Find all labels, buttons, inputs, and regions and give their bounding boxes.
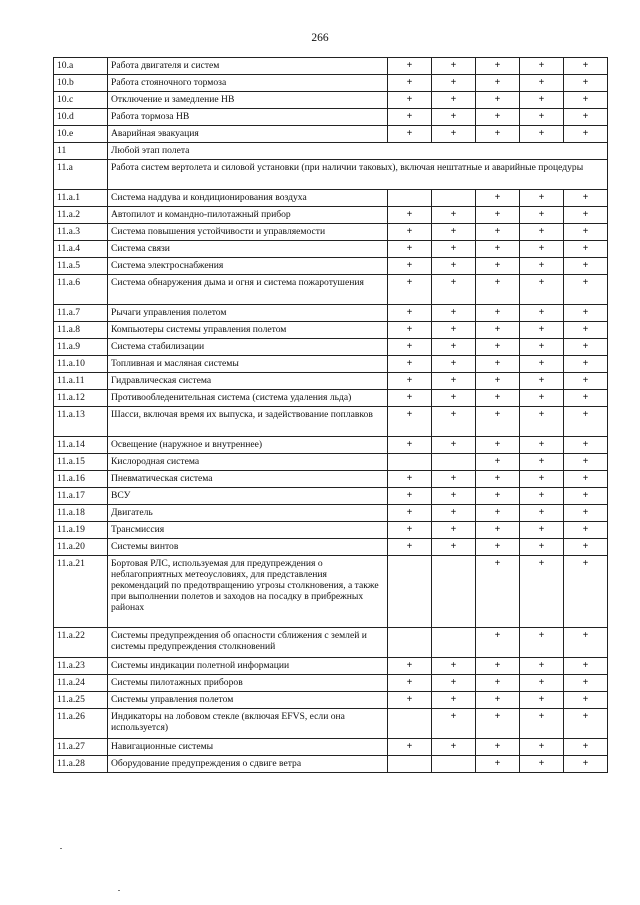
row-mark-col-4: +	[520, 658, 564, 675]
table-row	[54, 756, 608, 773]
table-row	[54, 556, 608, 628]
row-mark-col-1: +	[388, 305, 432, 322]
row-mark-col-1: +	[388, 739, 432, 756]
table-row	[54, 407, 608, 437]
row-mark-col-5: +	[564, 539, 608, 556]
table-row	[54, 437, 608, 454]
row-mark-col-3: +	[476, 258, 520, 275]
row-code: 11.a.5	[54, 258, 108, 275]
table-row	[54, 126, 608, 143]
row-code: 11.a.17	[54, 488, 108, 505]
row-mark-col-2: +	[432, 258, 476, 275]
row-code: 10.a	[54, 58, 108, 75]
row-mark-col-2: +	[432, 505, 476, 522]
row-mark-col-3: +	[476, 305, 520, 322]
table-row	[54, 739, 608, 756]
table-row	[54, 58, 608, 75]
row-mark-col-1: +	[388, 505, 432, 522]
row-mark-col-4: +	[520, 241, 564, 258]
row-mark-col-2: +	[432, 390, 476, 407]
row-mark-col-3: +	[476, 539, 520, 556]
row-mark-col-2: +	[432, 126, 476, 143]
row-mark-col-5: +	[564, 241, 608, 258]
row-mark-col-3: +	[476, 58, 520, 75]
row-code: 11.a.22	[54, 628, 108, 658]
row-mark-col-2: +	[432, 373, 476, 390]
row-mark-col-2: +	[432, 539, 476, 556]
row-mark-col-5: +	[564, 709, 608, 739]
row-mark-col-3: +	[476, 92, 520, 109]
row-mark-col-2: +	[432, 522, 476, 539]
row-description: Система электроснабжения	[108, 258, 388, 275]
row-mark-col-1: +	[388, 58, 432, 75]
row-mark-col-2: +	[432, 488, 476, 505]
row-mark-col-3: +	[476, 224, 520, 241]
row-mark-col-3: +	[476, 471, 520, 488]
row-mark-col-1: +	[388, 126, 432, 143]
row-mark-col-3: +	[476, 190, 520, 207]
row-code: 11.a.12	[54, 390, 108, 407]
row-description: Аварийная эвакуация	[108, 126, 388, 143]
table-row	[54, 75, 608, 92]
row-mark-col-2: +	[432, 305, 476, 322]
row-mark-col-3: +	[476, 756, 520, 773]
row-mark-col-5: +	[564, 373, 608, 390]
table-row	[54, 92, 608, 109]
row-mark-col-5: +	[564, 437, 608, 454]
row-mark-col-2: +	[432, 241, 476, 258]
row-mark-col-4: +	[520, 675, 564, 692]
row-description: Пневматическая система	[108, 471, 388, 488]
row-mark-col-5: +	[564, 556, 608, 628]
row-mark-col-3: +	[476, 454, 520, 471]
row-description: Освещение (наружное и внутреннее)	[108, 437, 388, 454]
table-row	[54, 275, 608, 305]
row-mark-col-1: +	[388, 373, 432, 390]
row-mark-col-3: +	[476, 739, 520, 756]
row-mark-col-4: +	[520, 628, 564, 658]
row-description: Система обнаружения дыма и огня и система пожаротушения	[108, 275, 388, 305]
row-mark-col-1: +	[388, 109, 432, 126]
row-description: Гидравлическая система	[108, 373, 388, 390]
row-mark-col-3: +	[476, 126, 520, 143]
row-mark-col-4: +	[520, 739, 564, 756]
row-code: 11.a.2	[54, 207, 108, 224]
row-mark-col-2: +	[432, 339, 476, 356]
row-mark-col-4: +	[520, 471, 564, 488]
row-mark-col-2: +	[432, 407, 476, 437]
row-mark-col-3: +	[476, 275, 520, 305]
row-description: Топливная и масляная системы	[108, 356, 388, 373]
table-row	[54, 356, 608, 373]
scan-speck	[118, 890, 120, 891]
row-description: Шасси, включая время их выпуска, и задействование поплавков	[108, 407, 388, 437]
table-row	[54, 675, 608, 692]
row-mark-col-5: +	[564, 658, 608, 675]
row-description: Система связи	[108, 241, 388, 258]
row-mark-col-4: +	[520, 556, 564, 628]
row-code: 10.d	[54, 109, 108, 126]
row-mark-col-4: +	[520, 109, 564, 126]
row-description: Система повышения устойчивости и управляемости	[108, 224, 388, 241]
row-mark-col-4: +	[520, 322, 564, 339]
row-mark-col-4: +	[520, 709, 564, 739]
row-mark-col-4: +	[520, 539, 564, 556]
row-code: 11.a.11	[54, 373, 108, 390]
row-mark-col-3: +	[476, 241, 520, 258]
row-mark-col-5: +	[564, 275, 608, 305]
row-mark-col-4: +	[520, 522, 564, 539]
row-mark-col-3: +	[476, 692, 520, 709]
row-mark-col-5: +	[564, 488, 608, 505]
row-code: 11.a.16	[54, 471, 108, 488]
row-description: Навигационные системы	[108, 739, 388, 756]
row-description: Система наддува и кондиционирования воздуха	[108, 190, 388, 207]
table-row	[54, 488, 608, 505]
row-mark-col-4: +	[520, 339, 564, 356]
row-mark-col-1: +	[388, 92, 432, 109]
table-row	[54, 628, 608, 658]
row-description: Работа тормоза НВ	[108, 109, 388, 126]
row-mark-col-2	[432, 454, 476, 471]
row-code: 10.c	[54, 92, 108, 109]
row-mark-col-5: +	[564, 390, 608, 407]
row-mark-col-5: +	[564, 190, 608, 207]
row-mark-col-4: +	[520, 224, 564, 241]
table-row	[54, 692, 608, 709]
row-mark-col-2: +	[432, 92, 476, 109]
row-code: 11.a.28	[54, 756, 108, 773]
row-mark-col-4: +	[520, 437, 564, 454]
row-mark-col-1: +	[388, 241, 432, 258]
row-mark-col-2: +	[432, 75, 476, 92]
row-description: Автопилот и командно-пилотажный прибор	[108, 207, 388, 224]
row-mark-col-4: +	[520, 190, 564, 207]
row-mark-col-5: +	[564, 471, 608, 488]
table-row	[54, 658, 608, 675]
row-mark-col-3: +	[476, 207, 520, 224]
row-mark-col-2: +	[432, 207, 476, 224]
row-mark-col-2: +	[432, 275, 476, 305]
row-mark-col-2: +	[432, 471, 476, 488]
row-mark-col-1: +	[388, 692, 432, 709]
table-row	[54, 505, 608, 522]
row-mark-col-5: +	[564, 58, 608, 75]
row-mark-col-4: +	[520, 305, 564, 322]
row-mark-col-2	[432, 628, 476, 658]
row-mark-col-3: +	[476, 373, 520, 390]
row-mark-col-2	[432, 756, 476, 773]
table-row	[54, 522, 608, 539]
table-row	[54, 190, 608, 207]
row-mark-col-2: +	[432, 709, 476, 739]
row-mark-col-5: +	[564, 739, 608, 756]
row-mark-col-2: +	[432, 224, 476, 241]
row-mark-col-5: +	[564, 356, 608, 373]
row-description: Противообледенительная система (система удаления льда)	[108, 390, 388, 407]
row-mark-col-4: +	[520, 92, 564, 109]
row-mark-col-1: +	[388, 539, 432, 556]
row-mark-col-1: +	[388, 658, 432, 675]
row-mark-col-4: +	[520, 505, 564, 522]
row-code: 11.a.13	[54, 407, 108, 437]
row-mark-col-3: +	[476, 556, 520, 628]
row-mark-col-4: +	[520, 75, 564, 92]
table-row	[54, 305, 608, 322]
row-mark-col-1: +	[388, 258, 432, 275]
row-mark-col-4: +	[520, 488, 564, 505]
row-mark-col-2: +	[432, 356, 476, 373]
row-description: Трансмиссия	[108, 522, 388, 539]
row-mark-col-1: +	[388, 322, 432, 339]
row-mark-col-1: +	[388, 224, 432, 241]
row-mark-col-4: +	[520, 275, 564, 305]
row-mark-col-4: +	[520, 373, 564, 390]
row-mark-col-4: +	[520, 258, 564, 275]
row-mark-col-3: +	[476, 437, 520, 454]
row-code: 11.a.8	[54, 322, 108, 339]
row-code: 11.a.9	[54, 339, 108, 356]
row-code: 11.a.1	[54, 190, 108, 207]
row-mark-col-1: +	[388, 675, 432, 692]
row-code: 11.a.27	[54, 739, 108, 756]
row-code: 10.b	[54, 75, 108, 92]
row-code: 11.a.20	[54, 539, 108, 556]
table-row	[54, 709, 608, 739]
row-description: Система стабилизации	[108, 339, 388, 356]
row-mark-col-2: +	[432, 437, 476, 454]
row-mark-col-3: +	[476, 339, 520, 356]
row-mark-col-3: +	[476, 407, 520, 437]
row-description: Компьютеры системы управления полетом	[108, 322, 388, 339]
row-description: Работа систем вертолета и силовой установки (при наличии таковых), включая нештатные и аварийные процедуры	[108, 160, 608, 190]
row-mark-col-2: +	[432, 658, 476, 675]
row-mark-col-3: +	[476, 709, 520, 739]
row-mark-col-3: +	[476, 658, 520, 675]
row-code: 11.a.26	[54, 709, 108, 739]
row-mark-col-2: +	[432, 739, 476, 756]
row-mark-col-2: +	[432, 322, 476, 339]
table-row	[54, 160, 608, 190]
row-mark-col-1: +	[388, 522, 432, 539]
row-mark-col-1: +	[388, 339, 432, 356]
row-mark-col-4: +	[520, 58, 564, 75]
row-mark-col-1: +	[388, 407, 432, 437]
row-mark-col-5: +	[564, 258, 608, 275]
row-mark-col-3: +	[476, 75, 520, 92]
row-description: Кислородная система	[108, 454, 388, 471]
row-code: 11.a.18	[54, 505, 108, 522]
row-mark-col-5: +	[564, 92, 608, 109]
row-mark-col-5: +	[564, 75, 608, 92]
row-mark-col-4: +	[520, 407, 564, 437]
table-row	[54, 143, 608, 160]
row-description: Индикаторы на лобовом стекле (включая EFVS, если она используется)	[108, 709, 388, 739]
row-mark-col-3: +	[476, 356, 520, 373]
row-code: 11.a.10	[54, 356, 108, 373]
row-mark-col-4: +	[520, 126, 564, 143]
page-number: 266	[311, 32, 329, 44]
row-mark-col-4: +	[520, 356, 564, 373]
row-code: 11.a.15	[54, 454, 108, 471]
row-mark-col-1	[388, 454, 432, 471]
table-row	[54, 224, 608, 241]
row-code: 11.a.24	[54, 675, 108, 692]
row-mark-col-3: +	[476, 109, 520, 126]
scan-speck	[60, 848, 62, 849]
row-mark-col-2: +	[432, 692, 476, 709]
row-code: 11.a.7	[54, 305, 108, 322]
row-mark-col-3: +	[476, 628, 520, 658]
row-code: 11.a.23	[54, 658, 108, 675]
row-description: Системы индикации полетной информации	[108, 658, 388, 675]
row-mark-col-5: +	[564, 522, 608, 539]
row-mark-col-2: +	[432, 109, 476, 126]
row-description: Работа стояночного тормоза	[108, 75, 388, 92]
row-mark-col-5: +	[564, 126, 608, 143]
row-code: 10.e	[54, 126, 108, 143]
row-description: ВСУ	[108, 488, 388, 505]
row-code: 11.a.3	[54, 224, 108, 241]
table-row	[54, 322, 608, 339]
table-row	[54, 258, 608, 275]
row-mark-col-5: +	[564, 305, 608, 322]
row-mark-col-1: +	[388, 75, 432, 92]
row-mark-col-4: +	[520, 390, 564, 407]
row-description: Отключение и замедление НВ	[108, 92, 388, 109]
row-mark-col-3: +	[476, 675, 520, 692]
row-mark-col-5: +	[564, 628, 608, 658]
row-mark-col-5: +	[564, 224, 608, 241]
row-mark-col-1	[388, 709, 432, 739]
row-mark-col-5: +	[564, 505, 608, 522]
row-description: Любой этап полета	[108, 143, 608, 160]
row-description: Системы управления полетом	[108, 692, 388, 709]
row-mark-col-2	[432, 190, 476, 207]
row-mark-col-5: +	[564, 675, 608, 692]
row-mark-col-1: +	[388, 207, 432, 224]
row-mark-col-5: +	[564, 109, 608, 126]
table-row	[54, 454, 608, 471]
row-mark-col-3: +	[476, 322, 520, 339]
table-row	[54, 390, 608, 407]
row-mark-col-4: +	[520, 207, 564, 224]
requirements-table	[53, 57, 608, 773]
row-mark-col-1: +	[388, 356, 432, 373]
row-mark-col-5: +	[564, 322, 608, 339]
row-description: Рычаги управления полетом	[108, 305, 388, 322]
row-mark-col-3: +	[476, 390, 520, 407]
row-mark-col-4: +	[520, 454, 564, 471]
row-code: 11.a.19	[54, 522, 108, 539]
row-mark-col-4: +	[520, 692, 564, 709]
table-row	[54, 339, 608, 356]
table-row	[54, 373, 608, 390]
table-row	[54, 207, 608, 224]
row-mark-col-5: +	[564, 339, 608, 356]
row-code: 11.a.4	[54, 241, 108, 258]
row-mark-col-4: +	[520, 756, 564, 773]
row-description: Системы винтов	[108, 539, 388, 556]
row-code: 11.a.14	[54, 437, 108, 454]
row-mark-col-1	[388, 756, 432, 773]
row-mark-col-1	[388, 556, 432, 628]
row-mark-col-5: +	[564, 454, 608, 471]
row-code: 11.a	[54, 160, 108, 190]
row-mark-col-1: +	[388, 488, 432, 505]
row-mark-col-2: +	[432, 675, 476, 692]
row-mark-col-2: +	[432, 58, 476, 75]
row-mark-col-5: +	[564, 692, 608, 709]
row-mark-col-5: +	[564, 207, 608, 224]
table-row	[54, 241, 608, 258]
table-row	[54, 471, 608, 488]
row-mark-col-5: +	[564, 756, 608, 773]
row-mark-col-5: +	[564, 407, 608, 437]
row-code: 11.a.25	[54, 692, 108, 709]
row-description: Системы предупреждения об опасности сближения с землей и системы предупреждения столкновений	[108, 628, 388, 658]
table-row	[54, 109, 608, 126]
row-mark-col-2	[432, 556, 476, 628]
row-code: 11.a.6	[54, 275, 108, 305]
row-mark-col-1: +	[388, 471, 432, 488]
row-mark-col-1	[388, 628, 432, 658]
row-mark-col-3: +	[476, 488, 520, 505]
row-description: Бортовая РЛС, используемая для предупреждения о неблагоприятных метеоусловиях, для представления рекомендаций по предотвращению угрозы столкновения, а также при выполнении полетов и заходов на посадку в прибрежных районах	[108, 556, 388, 628]
row-mark-col-1: +	[388, 390, 432, 407]
row-mark-col-3: +	[476, 505, 520, 522]
row-code: 11	[54, 143, 108, 160]
table-row	[54, 539, 608, 556]
row-mark-col-1	[388, 190, 432, 207]
row-description: Работа двигателя и систем	[108, 58, 388, 75]
row-description: Двигатель	[108, 505, 388, 522]
row-mark-col-1: +	[388, 437, 432, 454]
row-description: Оборудование предупреждения о сдвиге ветра	[108, 756, 388, 773]
row-code: 11.a.21	[54, 556, 108, 628]
row-description: Системы пилотажных приборов	[108, 675, 388, 692]
row-mark-col-1: +	[388, 275, 432, 305]
row-mark-col-3: +	[476, 522, 520, 539]
